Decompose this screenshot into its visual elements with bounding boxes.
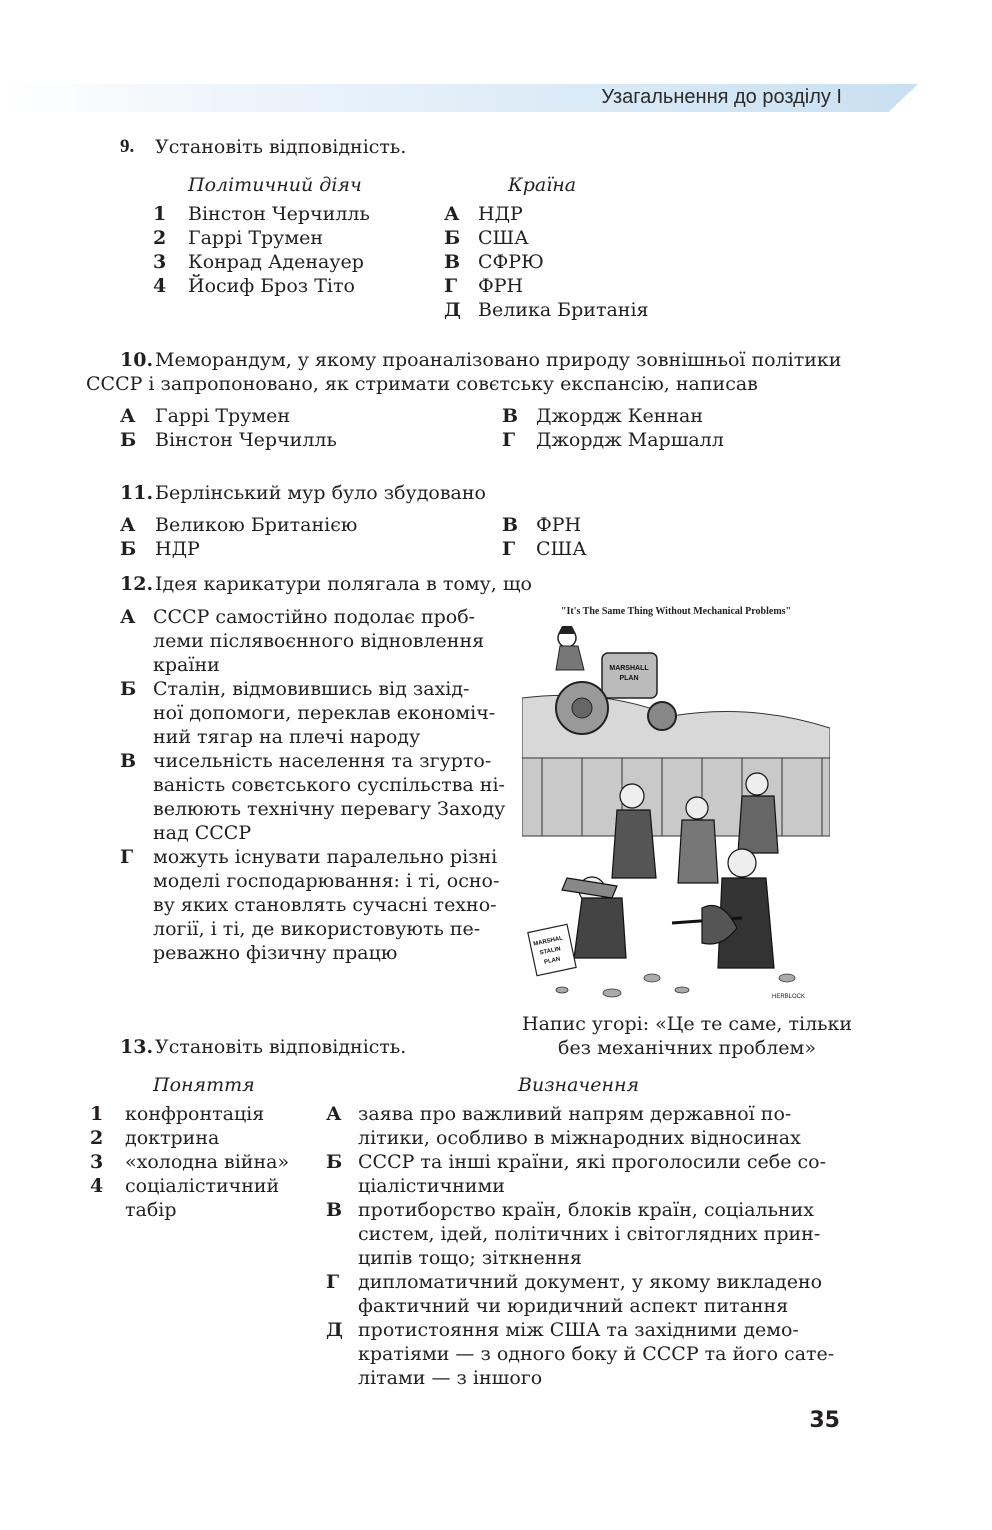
q11-text: Берлінський мур було збудовано: [155, 482, 486, 504]
q9-right-item: ФРН: [478, 275, 524, 297]
q12-option-line: над СССР: [153, 822, 252, 844]
q13-left-key: 1: [90, 1103, 104, 1125]
cartoon-signature: HERBLOCK: [772, 994, 806, 1000]
q9-right-item: Велика Британія: [478, 299, 649, 321]
q13-number: 13.: [120, 1036, 154, 1058]
q10-option-key: Б: [120, 429, 137, 451]
q11-option: ФРН: [536, 514, 582, 536]
q11-option-key: Г: [502, 538, 516, 560]
q10-option-key: Г: [502, 429, 516, 451]
q9-number: 9.: [120, 136, 135, 157]
q13-left-item-cont: табір: [125, 1199, 177, 1221]
q9-right-key: Б: [444, 227, 461, 249]
q13-left-item: соціалістичний: [125, 1175, 280, 1197]
q11-option-key: А: [120, 514, 136, 536]
q13-right-line: заява про важливий напрям державної по-: [358, 1103, 792, 1125]
q10-text-line2: СССР і запропоновано, як стримати совєтську експансію, написав: [86, 373, 758, 395]
q11-number: 11.: [120, 482, 154, 504]
q13-right-line: ціалістичними: [358, 1175, 505, 1197]
q13-left-item: доктрина: [125, 1127, 220, 1149]
q9-right-item: НДР: [478, 203, 523, 225]
q12-number: 12.: [120, 573, 154, 595]
q13-left-item: конфронтація: [125, 1103, 265, 1125]
q9-left-key: 3: [153, 251, 167, 273]
q9-right-key: Д: [444, 299, 461, 321]
q13-right-key: Д: [326, 1319, 343, 1341]
q12-option-line: можуть існувати паралельно різні: [153, 846, 498, 868]
q9-right-heading: Країна: [508, 174, 577, 196]
q10-option: Джордж Кеннан: [536, 405, 704, 427]
section-title: Узагальнення до розділу І: [601, 86, 842, 108]
sign-label-1: MARSHAL: [532, 935, 564, 948]
q12-option-line: логії, і ті, де використовують пе-: [153, 918, 481, 940]
q12-option-key: А: [120, 606, 136, 628]
q9-left-key: 1: [153, 203, 167, 225]
sign-label-3: PLAN: [543, 956, 561, 966]
q13-right-key: Г: [326, 1271, 340, 1293]
cartoon-caption-1: Напис угорі: «Це те саме, тільки: [522, 1013, 853, 1035]
q13-left-heading: Поняття: [153, 1074, 255, 1096]
q13-right-key: А: [326, 1103, 342, 1125]
q12-option-line: реважно фізичну працю: [153, 942, 398, 964]
q9-left-key: 4: [153, 275, 167, 297]
q11-option: США: [536, 538, 587, 560]
q13-left-item: «холодна війна»: [125, 1151, 290, 1173]
q13-right-line: літики, особливо в міжнародних відносинах: [358, 1127, 801, 1149]
q12-option-line: моделі господарювання: і ті, осно-: [153, 870, 500, 892]
q9-right-item: США: [478, 227, 529, 249]
q12-option-line: ної допомоги, переклав економіч-: [153, 702, 496, 724]
tractor-label-1: MARSHALL: [609, 665, 649, 672]
q9-left-item: Конрад Аденауер: [188, 251, 364, 273]
q13-left-key: 3: [90, 1151, 104, 1173]
q13-right-line: систем, ідей, політичних і світоглядних прин-: [358, 1223, 821, 1245]
q11-option-key: В: [502, 514, 519, 536]
cartoon-title: "It's The Same Thing Without Mechanical Problems": [560, 606, 792, 617]
cartoon-caption-2: без механічних проблем»: [558, 1037, 816, 1059]
q13-right-line: фактичний чи юридичний аспект питання: [358, 1295, 789, 1317]
q12-option-line: ваність совєтського суспільства ні-: [153, 774, 505, 796]
q9-text: Установіть відповідність.: [155, 136, 407, 158]
q9-left-item: Йосиф Броз Тіто: [188, 275, 355, 297]
q12-option-line: Сталін, відмовившись від захід-: [153, 678, 470, 700]
q11-option: НДР: [155, 538, 200, 560]
q12-option-line: країни: [153, 654, 220, 676]
q10-option-key: В: [502, 405, 519, 427]
q9-left-heading: Політичний діяч: [188, 174, 362, 196]
q12-option-line: СССР самостійно подолає проб-: [153, 606, 476, 628]
tractor-label-2: PLAN: [619, 675, 639, 682]
q12-text: Ідея карикатури полягала в тому, що: [155, 573, 532, 595]
q11-option: Великою Британією: [155, 514, 358, 536]
q10-option: Вінстон Черчилль: [155, 429, 337, 451]
q13-right-line: протиборство країн, блоків країн, соціальних: [358, 1199, 814, 1221]
q10-option: Джордж Маршалл: [536, 429, 724, 451]
q13-right-line: ципів тощо; зіткнення: [358, 1247, 582, 1269]
q12-option-line: ний тягар на плечі народу: [153, 726, 421, 748]
q13-left-key: 2: [90, 1127, 104, 1149]
q12-option-line: чисельність населення та згурто-: [153, 750, 492, 772]
q13-right-heading: Визначення: [518, 1074, 640, 1096]
q13-text: Установіть відповідність.: [155, 1036, 407, 1058]
q13-right-key: Б: [326, 1151, 343, 1173]
q10-option-key: А: [120, 405, 136, 427]
q9-left-item: Гаррі Трумен: [188, 227, 324, 249]
q9-right-item: СФРЮ: [478, 251, 544, 273]
q13-right-line: СССР та інші країни, які проголосили себе со-: [358, 1151, 827, 1173]
q12-option-line: велюють технічну перевагу Заходу: [153, 798, 506, 820]
q12-option-key: Г: [120, 846, 134, 868]
q9-right-key: А: [444, 203, 460, 225]
q12-option-key: Б: [120, 678, 137, 700]
q13-left-key: 4: [90, 1175, 104, 1197]
q9-left-key: 2: [153, 227, 167, 249]
q9-left-item: Вінстон Черчилль: [188, 203, 370, 225]
q13-right-line: літами — з іншого: [358, 1367, 543, 1389]
stalin-plan-sign: [528, 924, 576, 975]
q12-option-line: ву яких становлять сучасні техно-: [153, 894, 497, 916]
cartoon-illustration: [522, 598, 830, 1006]
q10-text-line1: Меморандум, у якому проаналізовано природу зовнішньої політики: [155, 349, 842, 371]
page-number: 35: [809, 1408, 840, 1433]
q13-right-line: протистояння між США та західними демо-: [358, 1319, 799, 1341]
q10-number: 10.: [120, 349, 154, 371]
q9-right-key: В: [444, 251, 461, 273]
q12-option-key: В: [120, 750, 137, 772]
q9-right-key: Г: [444, 275, 458, 297]
q13-right-line: кратіями — з одного боку й СССР та його сате-: [358, 1343, 835, 1365]
q11-option-key: Б: [120, 538, 137, 560]
q13-right-key: В: [326, 1199, 343, 1221]
q10-option: Гаррі Трумен: [155, 405, 291, 427]
q12-option-line: леми післявоєнного відновлення: [153, 630, 485, 652]
q13-right-line: дипломатичний документ, у якому викладено: [358, 1271, 823, 1293]
sign-label-2: STALIN: [539, 946, 562, 957]
